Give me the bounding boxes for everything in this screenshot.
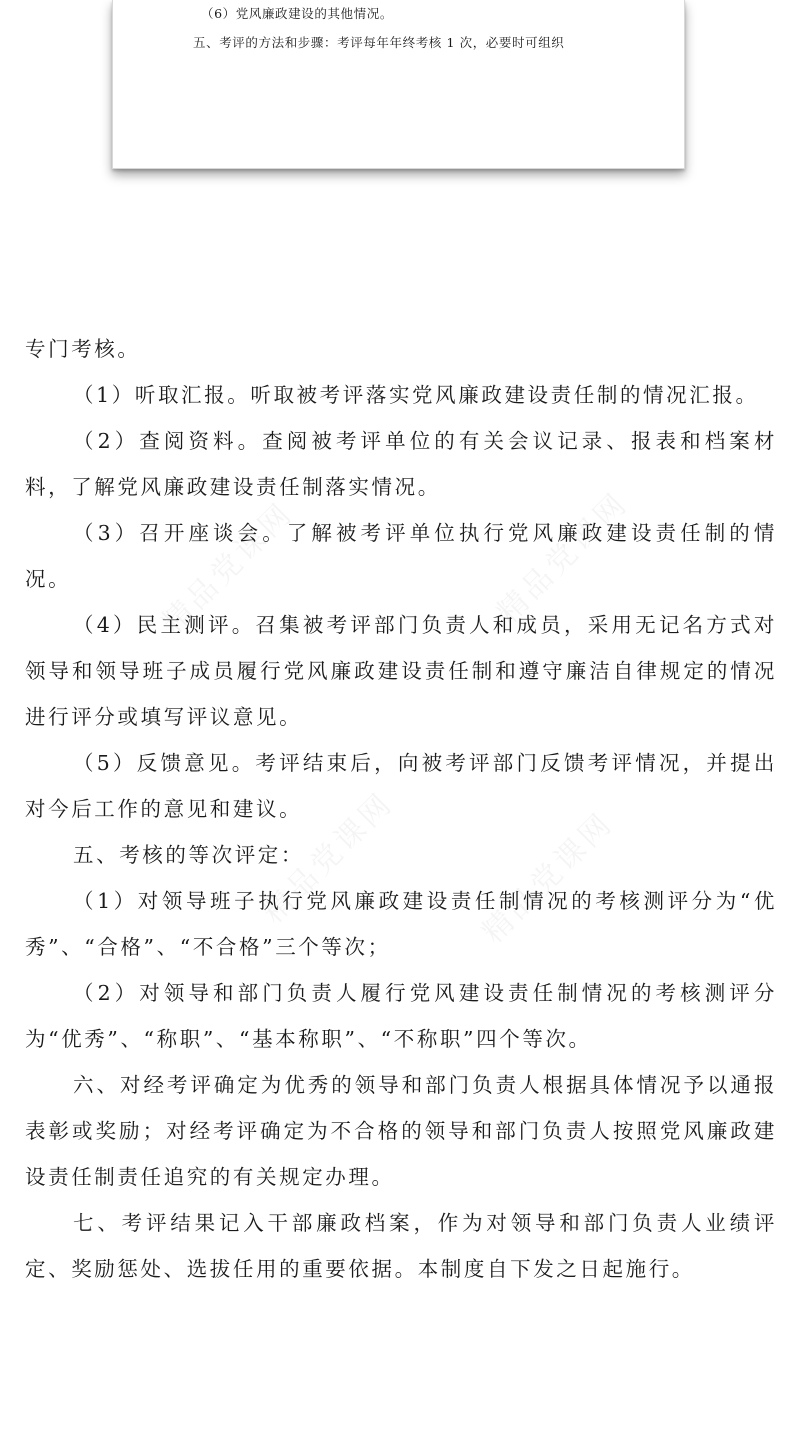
- paragraph-grading-1: （1）对领导班子执行党风廉政建设责任制情况的考核测评分为“优秀”、“合格”、“不合格”三个等次；: [25, 889, 777, 959]
- paragraph-step-5: （5）反馈意见。考评结束后，向被考评部门反馈考评情况，并提出对今后工作的意见和建议。: [25, 751, 777, 821]
- section-six-paragraph: 六、对经考评确定为优秀的领导和部门负责人根据具体情况予以通报表彰或奖励；对经考评确定为不合格的领导和部门负责人按照党风廉政建设责任制责任追究的有关规定办理。: [25, 1073, 777, 1189]
- preview-line-section-5: 五、考评的方法和步骤：考评每年年终考核 1 次，必要时可组织: [193, 35, 565, 50]
- paragraph-continuation: 专门考核。: [25, 337, 141, 361]
- paragraph-step-2: （2）查阅资料。查阅被考评单位的有关会议记录、报表和档案材料，了解党风廉政建设责任制落实情况。: [25, 429, 777, 499]
- paragraph-step-3: （3）召开座谈会。了解被考评单位执行党风廉政建设责任制的情况。: [25, 521, 777, 591]
- section-heading-grading: 五、考核的等次评定：: [73, 843, 304, 867]
- section-seven-paragraph: 七、考评结果记入干部廉政档案，作为对领导和部门负责人业绩评定、奖励惩处、选拔任用的重要依据。本制度自下发之日起施行。: [25, 1211, 777, 1281]
- paragraph-grading-2: （2）对领导和部门负责人履行党风建设责任制情况的考核测评分为“优秀”、“称职”、“基本称职”、“不称职”四个等次。: [25, 981, 777, 1051]
- document-body: [25, 326, 777, 1292]
- paragraph-step-1: （1）听取汇报。听取被考评落实党风廉政建设责任制的情况汇报。: [73, 383, 759, 407]
- paragraph-step-4: （4）民主测评。召集被考评部门负责人和成员，采用无记名方式对领导和领导班子成员履行党风廉政建设责任制和遵守廉洁自律规定的情况进行评分或填写评议意见。: [25, 613, 777, 729]
- preview-line-item-6: （6）党风廉政建设的其他情况。: [201, 6, 393, 21]
- document-page-preview: [112, 0, 685, 169]
